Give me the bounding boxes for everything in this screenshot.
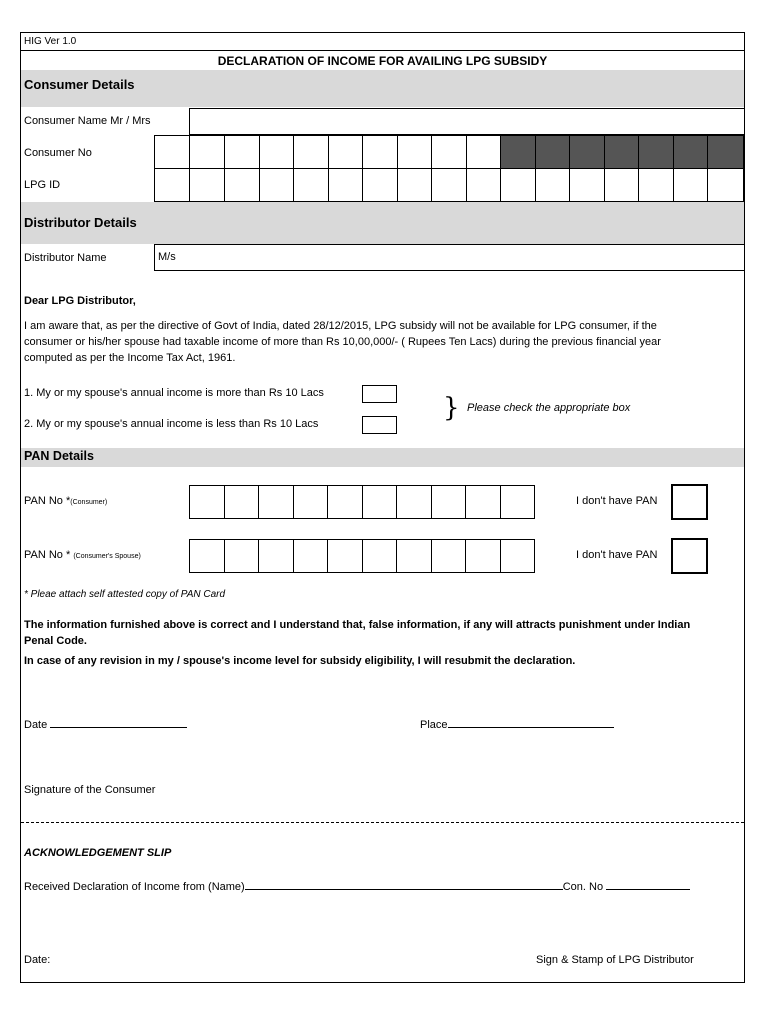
pan-spouse-sub: (Consumer's Spouse) bbox=[73, 553, 141, 560]
version-label: HIG Ver 1.0 bbox=[24, 36, 77, 47]
pan-consumer-grid[interactable] bbox=[189, 485, 535, 519]
consumer-no-grid[interactable] bbox=[154, 135, 744, 169]
pan-spouse-cell[interactable] bbox=[466, 539, 501, 573]
lpg-id-cell[interactable] bbox=[501, 168, 536, 202]
consumer-no-cell-disabled bbox=[501, 135, 536, 169]
consumer-no-cell[interactable] bbox=[398, 135, 432, 169]
ack-name-input-line[interactable] bbox=[245, 878, 563, 890]
pan-consumer-cell[interactable] bbox=[225, 485, 259, 519]
no-pan-consumer-label: I don't have PAN bbox=[576, 495, 658, 507]
pan-spouse-label bbox=[24, 549, 141, 561]
ack-con-no-input-line[interactable] bbox=[606, 878, 690, 890]
lpg-id-cell[interactable] bbox=[432, 168, 467, 202]
body-line-1: I am aware that, as per the directive of Govt of India, dated 28/12/2015, LPG subsidy will not be available for LPG consumer, if the bbox=[24, 320, 657, 332]
ack-stamp-label: Sign & Stamp of LPG Distributor bbox=[536, 954, 694, 966]
consumer-no-cell[interactable] bbox=[467, 135, 501, 169]
income-more-checkbox[interactable] bbox=[362, 385, 397, 403]
date-label: Date bbox=[24, 719, 51, 731]
consumer-no-cell[interactable] bbox=[294, 135, 329, 169]
lpg-id-cell[interactable] bbox=[294, 168, 329, 202]
lpg-id-cell[interactable] bbox=[570, 168, 605, 202]
consumer-no-cell[interactable] bbox=[260, 135, 294, 169]
consumer-no-cell-disabled bbox=[605, 135, 639, 169]
body-line-2: consumer or his/her spouse had taxable income of more than Rs 10,00,000/- ( Rupees Ten Lacs) during the previous financial year bbox=[24, 336, 661, 348]
consumer-name-input[interactable] bbox=[189, 108, 745, 135]
consumer-no-cell[interactable] bbox=[329, 135, 363, 169]
lpg-id-label: LPG ID bbox=[24, 179, 61, 191]
lpg-id-cell[interactable] bbox=[605, 168, 639, 202]
consumer-no-cell-disabled bbox=[708, 135, 744, 169]
lpg-id-cell[interactable] bbox=[708, 168, 744, 202]
ack-received-label: Received Declaration of Income from (Name) bbox=[24, 881, 245, 893]
pan-consumer-cell[interactable] bbox=[466, 485, 501, 519]
pan-consumer-cell[interactable] bbox=[259, 485, 294, 519]
no-pan-spouse-checkbox[interactable] bbox=[671, 538, 708, 574]
consumer-no-cell-disabled bbox=[536, 135, 570, 169]
consumer-no-cell[interactable] bbox=[190, 135, 225, 169]
consumer-no-cell[interactable] bbox=[225, 135, 260, 169]
date-input-line[interactable] bbox=[50, 716, 187, 728]
pan-spouse-cell[interactable] bbox=[432, 539, 466, 573]
consumer-no-cell[interactable] bbox=[155, 135, 190, 169]
consumer-no-cell[interactable] bbox=[432, 135, 467, 169]
lpg-id-cell[interactable] bbox=[190, 168, 225, 202]
ack-date-label: Date: bbox=[24, 954, 51, 966]
pan-section-band bbox=[21, 448, 744, 467]
lpg-id-cell[interactable] bbox=[674, 168, 708, 202]
check-note: Please check the appropriate box bbox=[467, 402, 631, 414]
pan-spouse-text: PAN No * bbox=[24, 549, 74, 561]
pan-consumer-cell[interactable] bbox=[294, 485, 328, 519]
distributor-name-input[interactable] bbox=[154, 244, 745, 271]
income-option-2-label: 2. My or my spouse's annual income is less than Rs 10 Lacs bbox=[24, 418, 319, 430]
pan-consumer-text: PAN No * bbox=[24, 495, 71, 507]
pan-consumer-cell[interactable] bbox=[501, 485, 535, 519]
consumer-no-cell-disabled bbox=[639, 135, 674, 169]
pan-consumer-cell[interactable] bbox=[397, 485, 432, 519]
declaration-line-1: The information furnished above is correct and I understand that, false information, if any will attracts punishment under Indian bbox=[24, 619, 691, 631]
salutation: Dear LPG Distributor, bbox=[24, 295, 136, 307]
pan-spouse-cell[interactable] bbox=[363, 539, 397, 573]
form-title: DECLARATION OF INCOME FOR AVAILING LPG SUBSIDY bbox=[217, 54, 548, 68]
no-pan-consumer-checkbox[interactable] bbox=[671, 484, 708, 520]
lpg-id-cell[interactable] bbox=[155, 168, 190, 202]
lpg-id-cell[interactable] bbox=[639, 168, 674, 202]
pan-consumer-sub: (Consumer) bbox=[70, 499, 108, 506]
pan-spouse-cell[interactable] bbox=[328, 539, 363, 573]
pan-spouse-cell[interactable] bbox=[259, 539, 294, 573]
consumer-no-cell[interactable] bbox=[363, 135, 398, 169]
place-label: Place bbox=[420, 719, 448, 731]
consumer-no-cell-disabled bbox=[674, 135, 708, 169]
signature-label: Signature of the Consumer bbox=[24, 784, 156, 796]
pan-spouse-cell[interactable] bbox=[397, 539, 432, 573]
ack-received-field bbox=[24, 878, 690, 893]
date-field bbox=[24, 716, 187, 731]
lpg-id-cell[interactable] bbox=[363, 168, 398, 202]
pan-consumer-cell[interactable] bbox=[432, 485, 466, 519]
lpg-id-grid[interactable] bbox=[154, 168, 744, 202]
distributor-prefix: M/s bbox=[158, 251, 176, 263]
income-option-1-label: 1. My or my spouse's annual income is more than Rs 10 Lacs bbox=[24, 387, 324, 399]
pan-consumer-cell[interactable] bbox=[328, 485, 363, 519]
distributor-section-title: Distributor Details bbox=[24, 215, 137, 230]
lpg-id-cell[interactable] bbox=[329, 168, 363, 202]
ack-title: ACKNOWLEDGEMENT SLIP bbox=[24, 847, 172, 859]
place-input-line[interactable] bbox=[448, 716, 614, 728]
pan-consumer-label bbox=[24, 495, 107, 507]
attach-note: * Pleae attach self attested copy of PAN Card bbox=[24, 589, 226, 600]
cut-line bbox=[21, 822, 744, 823]
declaration-line-2: Penal Code. bbox=[24, 635, 87, 647]
lpg-id-cell[interactable] bbox=[260, 168, 294, 202]
lpg-id-cell[interactable] bbox=[398, 168, 432, 202]
consumer-name-label: Consumer Name Mr / Mrs bbox=[24, 115, 151, 127]
pan-consumer-cell[interactable] bbox=[190, 485, 225, 519]
lpg-id-cell[interactable] bbox=[467, 168, 501, 202]
consumer-no-label: Consumer No bbox=[24, 147, 92, 159]
consumer-no-cell-disabled bbox=[570, 135, 605, 169]
divider bbox=[20, 50, 745, 51]
no-pan-spouse-label: I don't have PAN bbox=[576, 549, 658, 561]
lpg-id-cell[interactable] bbox=[225, 168, 260, 202]
pan-spouse-cell[interactable] bbox=[225, 539, 259, 573]
pan-section-title: PAN Details bbox=[24, 449, 94, 463]
lpg-id-cell[interactable] bbox=[536, 168, 570, 202]
ack-con-no-label: Con. No bbox=[562, 881, 607, 893]
pan-spouse-cell[interactable] bbox=[294, 539, 328, 573]
pan-spouse-cell[interactable] bbox=[501, 539, 535, 573]
pan-spouse-cell[interactable] bbox=[190, 539, 225, 573]
pan-spouse-grid[interactable] bbox=[189, 539, 535, 573]
income-less-checkbox[interactable] bbox=[362, 416, 397, 434]
pan-consumer-cell[interactable] bbox=[363, 485, 397, 519]
distributor-name-label: Distributor Name bbox=[24, 252, 107, 264]
body-line-3: computed as per the Income Tax Act, 1961. bbox=[24, 352, 236, 364]
declaration-line-3: In case of any revision in my / spouse's income level for subsidy eligibility, I will resubmit the declaration. bbox=[24, 655, 576, 667]
place-field bbox=[420, 716, 614, 731]
consumer-section-title: Consumer Details bbox=[24, 77, 135, 92]
brace-icon: } bbox=[443, 393, 460, 423]
